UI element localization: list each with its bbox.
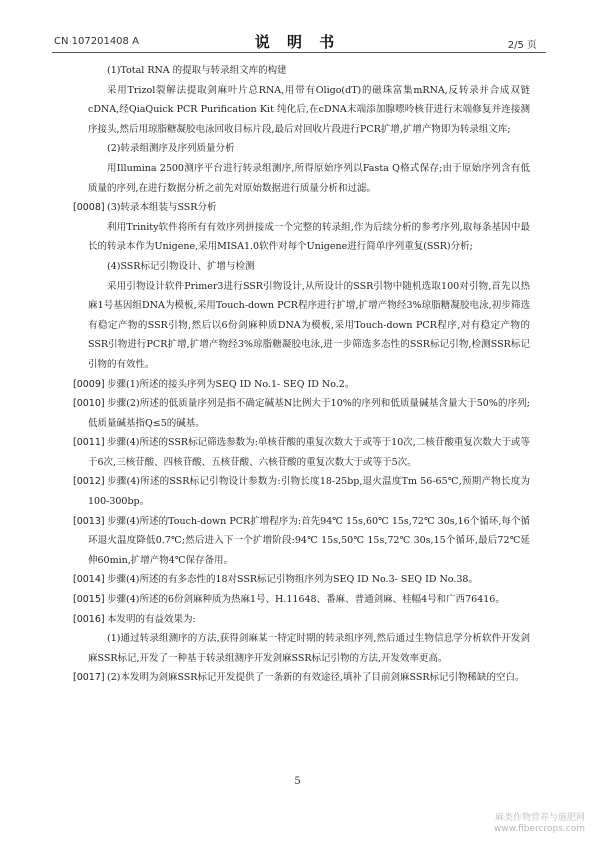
paragraph (73, 570, 530, 590)
paragraph-text: 采用引物设计软件Primer3进行SSR引物设计,从所设计的SSR引物中随机选取100对引物,首先以热麻1号基因组DNA为模板,采用Touch-down PCR程序进行扩增,扩增产物经3%琼脂糖凝胶电泳,初步筛选有稳定产物的SSR引物,然后以6份剑麻种质DNA为模板,采用Touch-down PCR程序,对有稳定产物的SSR引物进行PCR扩增,扩增产物经3%琼脂糖凝胶电泳,进一步筛选多态性的SSR标记引物,检测SSR标记引物的有效性。 (88, 280, 530, 370)
paragraph-text: 步骤(2)所述的低质量序列是指不确定碱基N比例大于10%的序列和低质量碱基含量大于50%的序列;低质量碱基指Q≤5的碱基。 (88, 398, 530, 429)
paragraph-text: 本发明的有益效果为: (107, 613, 196, 625)
paragraph-number: [0015] (73, 594, 105, 606)
watermark-url: www.fibercrops.com (494, 824, 585, 834)
paragraph-number: [0009] (73, 378, 105, 390)
paragraph-number: [0013] (73, 515, 105, 527)
page-number: 5 (294, 776, 301, 787)
paragraph (73, 512, 530, 571)
paragraph (73, 375, 530, 395)
paragraph-text: 利用Trinity软件将所有有效序列拼接成一个完整的转录组,作为后续分析的参考序列,取每条基因中最长的转录本作为Unigene,采用MISA1.0软件对每个Unigene进行简单序列重复(SSR)分析; (88, 221, 530, 253)
paragraph-number: [0012] (73, 476, 105, 488)
paragraph-text: (1)通过转录组测序的方法,获得剑麻某一特定时期的转录组序列,然后通过生物信息学分析软件开发剑麻SSR标记,开发了一种基于转录组测序开发剑麻SSR标记引物的方法,开发效率更高。 (88, 633, 530, 664)
document-title: 说 明 书 (254, 33, 341, 51)
paragraph-text: 步骤(4)所述的有多态性的18对SSR标记引物组序列为SEQ ID No.3- SEQ ID No.38。 (107, 574, 478, 586)
paragraph-text: 步骤(1)所述的接头序列为SEQ ID No.1- SEQ ID No.2。 (107, 378, 355, 390)
paragraph (73, 668, 530, 688)
paragraph-number: [0008] (73, 202, 105, 214)
paragraph (73, 472, 530, 511)
paragraph-text: (2)转录组测序及序列质量分析 (107, 143, 235, 155)
watermark (405, 813, 585, 835)
document-body (73, 61, 530, 688)
patent-number: CN 107201408 A (54, 36, 139, 47)
paragraph-text: 步骤(4)所述的SSR标记引物设计参数为:引物长度18-25bp,退火温度Tm 56-65℃,预期产物长度为100-300bp。 (88, 476, 530, 508)
paragraph (88, 139, 530, 159)
paragraph-text: 步骤(4)所述的6份剑麻种质为热麻1号、H.11648、番麻、普通剑麻、桂幅4号和广西76416。 (107, 594, 505, 606)
paragraph (88, 81, 530, 140)
paragraph (88, 218, 530, 257)
paragraph-number: [0016] (73, 613, 105, 625)
paragraph-text: 采用Trizol裂解法提取剑麻叶片总RNA,用带有Oligo(dT)的磁珠富集mRNA,反转录并合成双链cDNA,经QiaQuick PCR Purification Kit 纯化后,在cDNA末端添加腺嘌呤核苷进行末端修复并连接测序接头,然后用琼脂糖凝胶电泳回收目标片段,最后对回收片段进行PCR扩增,扩增产物即为转录组文库; (88, 84, 530, 135)
paragraph-number: [0014] (73, 574, 105, 586)
paragraph-text: 步骤(4)所述的SSR标记筛选参数为:单核苷酸的重复次数大于或等于10次,二核苷酸重复次数大于或等于6次,三核苷酸、四核苷酸、五核苷酸、六核苷酸的重复次数大于或等于5次。 (88, 437, 530, 468)
paragraph (88, 629, 530, 668)
paragraph (73, 198, 530, 218)
paragraph (88, 61, 530, 81)
paragraph (88, 159, 530, 198)
paragraph (73, 433, 530, 472)
header-rule (52, 52, 546, 53)
paragraph-text: (2)本发明为剑麻SSR标记开发提供了一条新的有效途径,填补了目前剑麻SSR标记引物稀缺的空白。 (107, 672, 525, 684)
paragraph-number: [0010] (73, 398, 105, 410)
paragraph-text: 步骤(4)所述的Touch-down PCR扩增程序为:首先94℃ 15s,60℃ 15s,72℃ 30s,16个循环,每个循环退火温度降低0.7℃;然后进入下一个扩增阶段:94℃ 15s,50℃ 15s,72℃ 30s,15个循环,最后72℃延伸60min,扩增产物4℃保存备用。 (88, 515, 530, 566)
watermark-title: 麻类作物营养与施肥网 (494, 813, 585, 823)
paragraph (88, 257, 530, 277)
paragraph-text: (1)Total RNA 的提取与转录组文库的构建 (107, 65, 287, 76)
paragraph (88, 277, 530, 375)
paragraph (73, 610, 530, 630)
paragraph-text: (3)转录本组装与SSR分析 (107, 202, 217, 214)
paragraph-number: [0017] (73, 672, 105, 684)
paragraph (73, 590, 530, 610)
page-indicator: 2/5 页 (507, 40, 537, 51)
paragraph-text: 用Illumina 2500测序平台进行转录组测序,所得原始序列以Fasta Q格式保存;由于原始序列含有低质量的序列,在进行数据分析之前先对原始数据进行质量分析和过滤。 (88, 162, 530, 194)
paragraph-number: [0011] (73, 437, 105, 449)
paragraph (73, 394, 530, 433)
paragraph-text: (4)SSR标记引物设计、扩增与检测 (107, 260, 255, 272)
